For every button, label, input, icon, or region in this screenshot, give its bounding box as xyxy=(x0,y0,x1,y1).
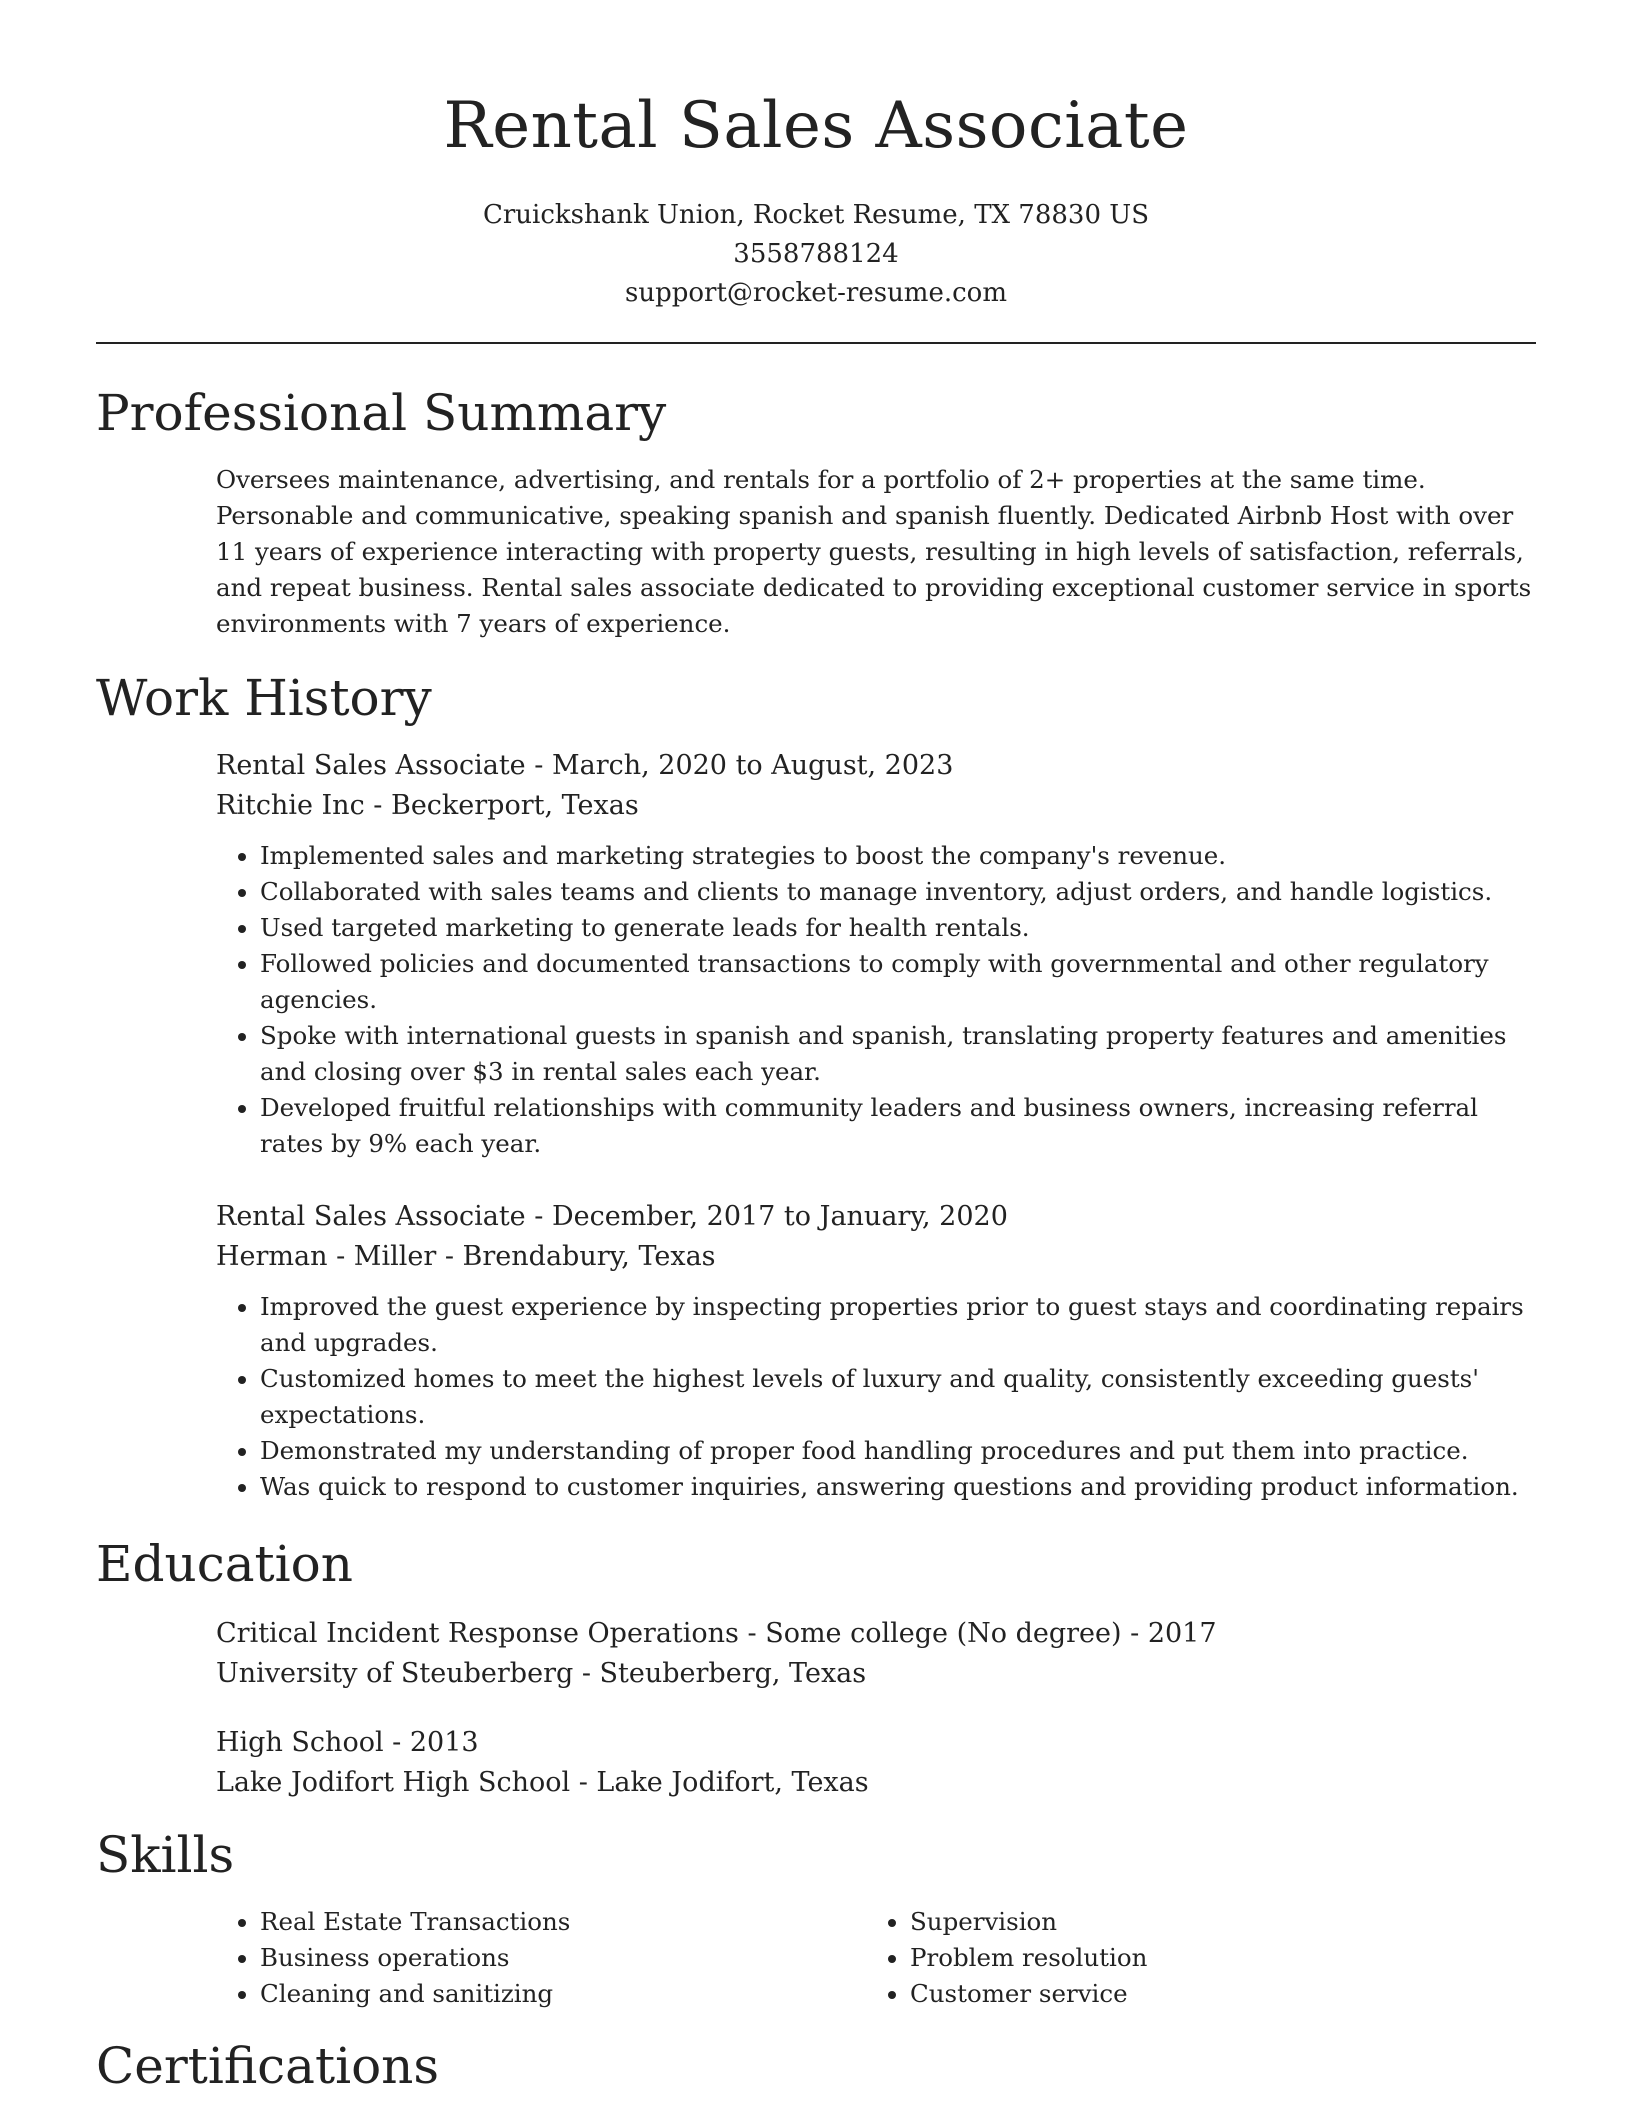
section-title-work: Work History xyxy=(96,669,432,727)
skills-block xyxy=(216,1904,1536,2024)
job-entry xyxy=(216,1197,1536,1505)
job-location: - Brendabury, Texas xyxy=(436,1241,716,1272)
list-item: • Improved the guest experience by inspecting properties prior to guest stays and coordinating repairs and upgrades. xyxy=(260,1289,1536,1361)
skills-list-right xyxy=(866,1904,1506,2012)
job-title-line xyxy=(216,1197,1536,1237)
section-title-skills: Skills xyxy=(96,1826,235,1884)
list-item: • Spoke with international guests in spanish and spanish, translating property features and amenities and closing over $3 in rental sales each year. xyxy=(260,1018,1536,1090)
job-company: Herman - Miller xyxy=(216,1241,437,1272)
list-item: • Used targeted marketing to generate leads for health rentals. xyxy=(260,910,1536,946)
job-title-line xyxy=(216,746,1536,786)
address: Cruickshank Union, Rocket Resume, TX 78830 US xyxy=(482,200,1150,230)
skills-column-right xyxy=(866,1904,1506,2012)
list-item: • Real Estate Transactions xyxy=(260,1904,856,1940)
education-year: - 2017 xyxy=(1121,1618,1217,1649)
list-item: • Demonstrated my understanding of proper food handling procedures and put them into practice. xyxy=(260,1433,1536,1469)
job-entry xyxy=(216,746,1536,1162)
education-school: University of Steuberberg xyxy=(216,1658,574,1689)
candidate-name: Rental Sales Associate xyxy=(443,89,1189,163)
header-divider xyxy=(96,342,1536,344)
job-bullets xyxy=(216,1289,1536,1505)
email: support@rocket-resume.com xyxy=(624,278,1007,308)
job-company-line xyxy=(216,786,1536,826)
list-item: • Collaborated with sales teams and clients to manage inventory, adjust orders, and handle logistics. xyxy=(260,874,1536,910)
list-item: • Implemented sales and marketing strategies to boost the company's revenue. xyxy=(260,838,1536,874)
education-school-line xyxy=(216,1654,1536,1694)
job-location: - Beckerport, Texas xyxy=(364,790,639,821)
education-location: - Lake Jodifort, Texas xyxy=(570,1767,869,1798)
job-bullets xyxy=(216,838,1536,1162)
list-item: • Developed fruitful relationships with community leaders and business owners, increasing referral rates by 9% each year. xyxy=(260,1090,1536,1162)
education-year: - 2013 xyxy=(383,1727,479,1758)
job-title: Rental Sales Associate xyxy=(216,750,526,781)
phone: 3558788124 xyxy=(733,239,899,269)
job-company-line xyxy=(216,1237,1536,1277)
education-program-line xyxy=(216,1614,1536,1654)
education-location: - Steuberberg, Texas xyxy=(573,1658,867,1689)
list-item: • Cleaning and sanitizing xyxy=(260,1976,856,2012)
list-item: • Supervision xyxy=(910,1904,1506,1940)
section-title-education: Education xyxy=(96,1535,353,1593)
list-item: • Business operations xyxy=(260,1940,856,1976)
section-title-summary: Professional Summary xyxy=(96,384,667,442)
list-item: • Problem resolution xyxy=(910,1940,1506,1976)
list-item: • Customized homes to meet the highest levels of luxury and quality, consistently exceeding guests' expectations. xyxy=(260,1361,1536,1433)
education-entry xyxy=(216,1614,1536,1694)
education-school: Lake Jodifort High School xyxy=(216,1767,571,1798)
education-program: High School xyxy=(216,1727,384,1758)
list-item: • Was quick to respond to customer inquiries, answering questions and providing product information. xyxy=(260,1469,1536,1505)
skills-column-left xyxy=(216,1904,856,2012)
summary-block xyxy=(216,462,1536,642)
skills-list-left xyxy=(216,1904,856,2012)
education-program-line xyxy=(216,1723,1536,1763)
list-item: • Followed policies and documented transactions to comply with governmental and other regulatory agencies. xyxy=(260,946,1536,1018)
education-program: Critical Incident Response Operations - Some college (No degree) xyxy=(216,1618,1122,1649)
job-company: Ritchie Inc xyxy=(216,790,365,821)
summary-text: Oversees maintenance, advertising, and rentals for a portfolio of 2+ properties at the same time. Personable and communicative, speaking spanish and spanish fluently. Dedicated Airbnb Host with over 11 years of experience interacting with property guests, resulting in high levels of satisfaction, referrals, and repeat business. Rental sales associate dedicated to providing exceptional customer service in sports environments with 7 years of experience. xyxy=(216,465,1532,638)
job-dates: - December, 2017 to January, 2020 xyxy=(525,1201,1008,1232)
resume-header xyxy=(0,80,1632,313)
list-item: • Customer service xyxy=(910,1976,1506,2012)
education-entry xyxy=(216,1723,1536,1803)
job-title: Rental Sales Associate xyxy=(216,1201,526,1232)
section-title-certifications: Certifications xyxy=(96,2037,440,2095)
education-school-line xyxy=(216,1763,1536,1803)
job-dates: - March, 2020 to August, 2023 xyxy=(525,750,954,781)
